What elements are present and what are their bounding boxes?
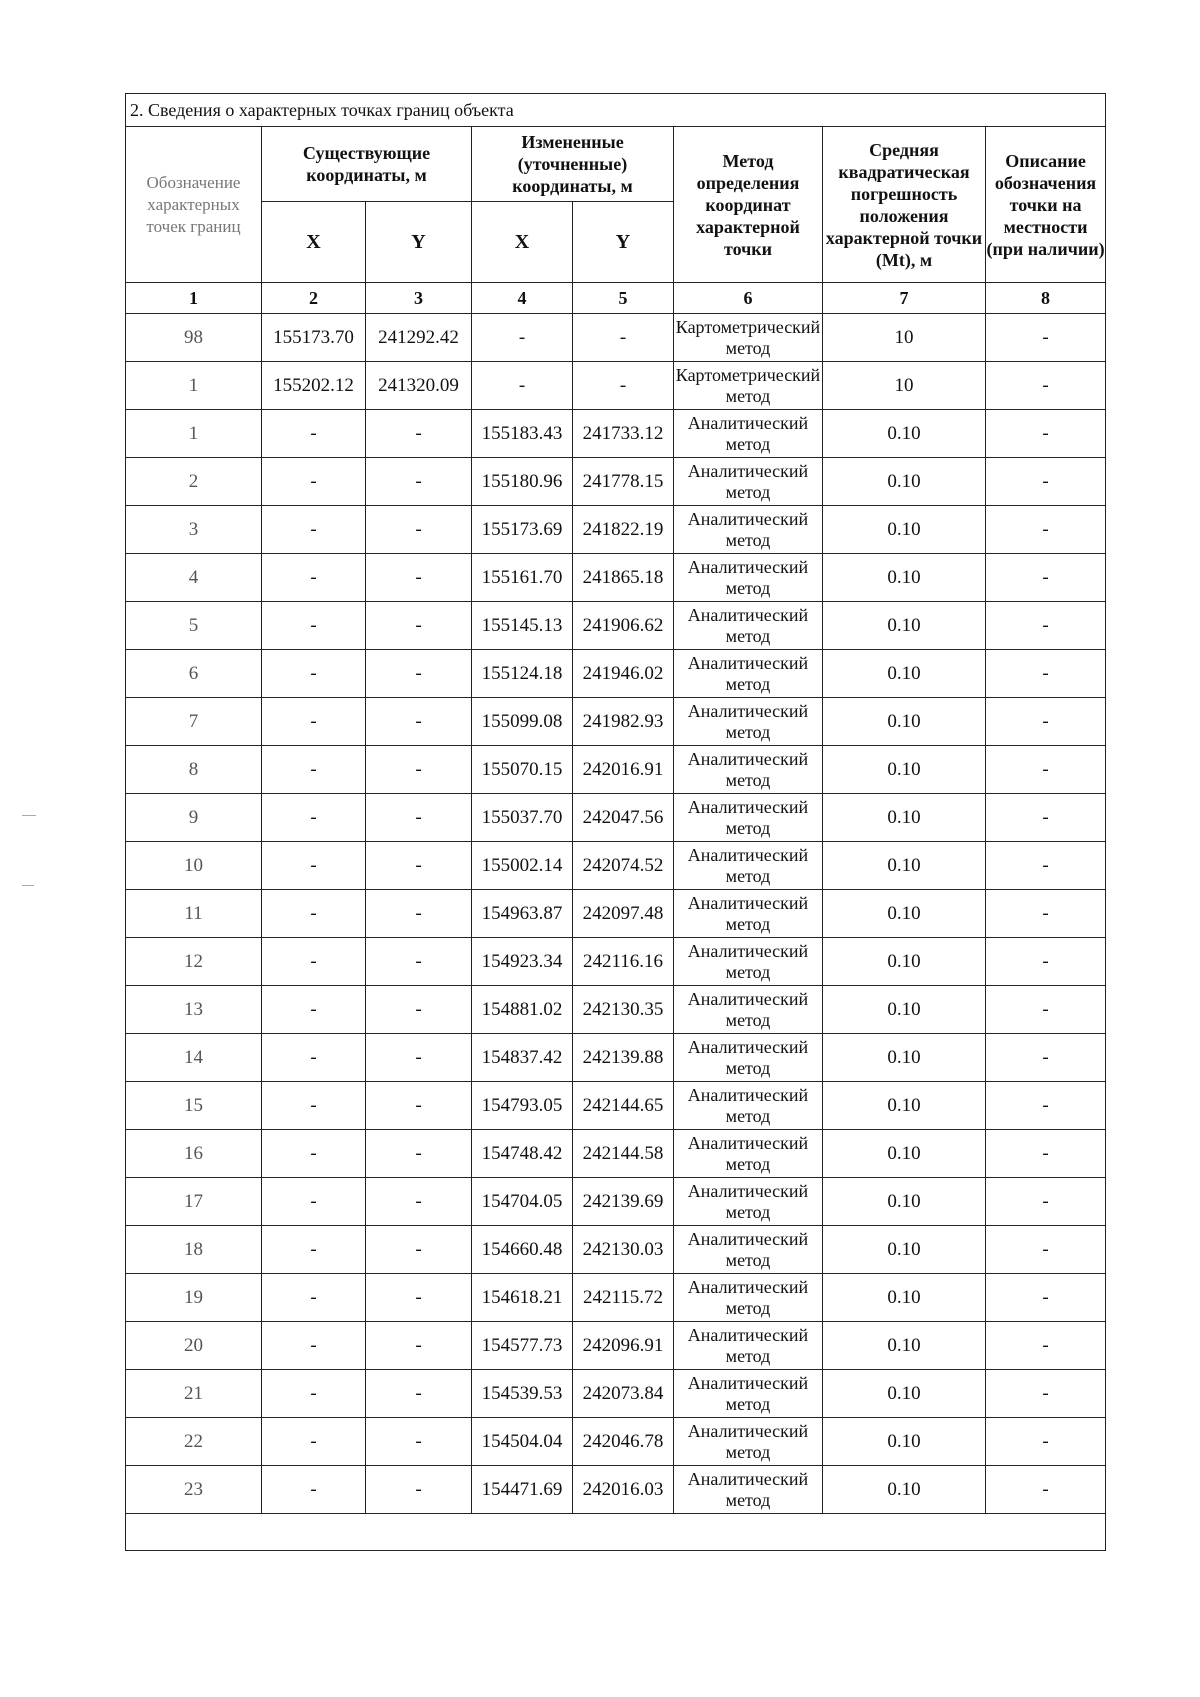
table-row: [126, 458, 1106, 506]
column-number: 2: [262, 283, 366, 314]
header-error: Средняя квадратическая погрешность положения характерной точки (Mt), м: [823, 127, 986, 283]
method-cell: Аналитический метод: [674, 458, 823, 506]
method-cell: Аналитический метод: [674, 1034, 823, 1082]
existing-x-cell: -: [262, 410, 366, 458]
existing-y-cell: -: [366, 1130, 472, 1178]
description-cell: -: [986, 698, 1106, 746]
point-cell: 11: [126, 890, 262, 938]
error-cell: 0.10: [823, 1226, 986, 1274]
existing-x-cell: -: [262, 842, 366, 890]
column-number-row: [126, 283, 1106, 314]
description-cell: -: [986, 650, 1106, 698]
error-cell: 0.10: [823, 1418, 986, 1466]
changed-x-cell: -: [472, 314, 573, 362]
description-cell: -: [986, 746, 1106, 794]
existing-y-cell: -: [366, 602, 472, 650]
point-cell: 23: [126, 1466, 262, 1514]
error-cell: 0.10: [823, 458, 986, 506]
point-cell: 20: [126, 1322, 262, 1370]
point-cell: 14: [126, 1034, 262, 1082]
column-number: 8: [986, 283, 1106, 314]
existing-y-cell: 241292.42: [366, 314, 472, 362]
description-cell: -: [986, 602, 1106, 650]
description-cell: -: [986, 1418, 1106, 1466]
existing-x-cell: -: [262, 1226, 366, 1274]
changed-y-cell: 242144.58: [573, 1130, 674, 1178]
table-row: [126, 986, 1106, 1034]
description-cell: -: [986, 1274, 1106, 1322]
method-cell: Картометрический метод: [674, 314, 823, 362]
error-cell: 0.10: [823, 938, 986, 986]
header-description: Описание обозначения точки на местности (при наличии): [986, 127, 1106, 283]
existing-x-cell: -: [262, 938, 366, 986]
table-row: [126, 362, 1106, 410]
table-row: [126, 1178, 1106, 1226]
description-cell: -: [986, 1322, 1106, 1370]
changed-y-cell: 242139.88: [573, 1034, 674, 1082]
method-cell: Аналитический метод: [674, 890, 823, 938]
error-cell: 10: [823, 362, 986, 410]
changed-y-cell: 241906.62: [573, 602, 674, 650]
table-row: [126, 842, 1106, 890]
existing-x-cell: -: [262, 554, 366, 602]
changed-x-cell: 154704.05: [472, 1178, 573, 1226]
error-cell: 0.10: [823, 794, 986, 842]
point-cell: 4: [126, 554, 262, 602]
header-existing-x: X: [262, 202, 366, 283]
error-cell: 10: [823, 314, 986, 362]
changed-x-cell: 155183.43: [472, 410, 573, 458]
method-cell: Аналитический метод: [674, 1178, 823, 1226]
header-existing-coordinates: Существующие координаты, м: [262, 127, 472, 202]
method-cell: Аналитический метод: [674, 554, 823, 602]
table-row: [126, 1274, 1106, 1322]
header-existing-y: Y: [366, 202, 472, 283]
table-row: [126, 506, 1106, 554]
method-cell: Аналитический метод: [674, 1274, 823, 1322]
existing-y-cell: -: [366, 506, 472, 554]
changed-x-cell: 154793.05: [472, 1082, 573, 1130]
existing-y-cell: -: [366, 1370, 472, 1418]
existing-x-cell: -: [262, 986, 366, 1034]
existing-y-cell: -: [366, 458, 472, 506]
existing-y-cell: -: [366, 986, 472, 1034]
empty-cell: [126, 1514, 1106, 1551]
existing-x-cell: -: [262, 1322, 366, 1370]
description-cell: -: [986, 1034, 1106, 1082]
error-cell: 0.10: [823, 698, 986, 746]
point-cell: 10: [126, 842, 262, 890]
point-cell: 6: [126, 650, 262, 698]
changed-y-cell: 242139.69: [573, 1178, 674, 1226]
changed-x-cell: 154618.21: [472, 1274, 573, 1322]
changed-x-cell: 154539.53: [472, 1370, 573, 1418]
error-cell: 0.10: [823, 506, 986, 554]
header-changed-y: Y: [573, 202, 674, 283]
existing-x-cell: -: [262, 506, 366, 554]
existing-y-cell: 241320.09: [366, 362, 472, 410]
table-row: [126, 890, 1106, 938]
existing-x-cell: -: [262, 1178, 366, 1226]
description-cell: -: [986, 1370, 1106, 1418]
description-cell: -: [986, 842, 1106, 890]
changed-x-cell: 155161.70: [472, 554, 573, 602]
existing-x-cell: -: [262, 1034, 366, 1082]
changed-y-cell: 241982.93: [573, 698, 674, 746]
method-cell: Картометрический метод: [674, 362, 823, 410]
description-cell: -: [986, 1130, 1106, 1178]
method-cell: Аналитический метод: [674, 1466, 823, 1514]
method-cell: Аналитический метод: [674, 746, 823, 794]
description-cell: -: [986, 1082, 1106, 1130]
changed-x-cell: 155037.70: [472, 794, 573, 842]
method-cell: Аналитический метод: [674, 986, 823, 1034]
method-cell: Аналитический метод: [674, 1130, 823, 1178]
empty-trailer-row: [126, 1514, 1106, 1551]
existing-x-cell: -: [262, 602, 366, 650]
existing-x-cell: 155202.12: [262, 362, 366, 410]
existing-y-cell: -: [366, 890, 472, 938]
point-cell: 1: [126, 362, 262, 410]
changed-y-cell: 242073.84: [573, 1370, 674, 1418]
point-cell: 3: [126, 506, 262, 554]
table-row: [126, 794, 1106, 842]
description-cell: -: [986, 458, 1106, 506]
section-title: 2. Сведения о характерных точках границ объекта: [126, 94, 1106, 127]
existing-x-cell: -: [262, 1466, 366, 1514]
method-cell: Аналитический метод: [674, 410, 823, 458]
table-row: [126, 746, 1106, 794]
header-method: Метод определения координат характерной точки: [674, 127, 823, 283]
changed-y-cell: 242116.16: [573, 938, 674, 986]
scan-artifact: [22, 815, 36, 816]
changed-x-cell: 155124.18: [472, 650, 573, 698]
method-cell: Аналитический метод: [674, 1370, 823, 1418]
table-row: [126, 1034, 1106, 1082]
existing-y-cell: -: [366, 746, 472, 794]
header-changed-x: X: [472, 202, 573, 283]
column-number: 5: [573, 283, 674, 314]
column-number: 3: [366, 283, 472, 314]
table-row: [126, 1370, 1106, 1418]
header-designation: Обозначение характерных точек границ: [126, 127, 262, 283]
boundary-points-table: [125, 93, 1106, 1551]
existing-x-cell: -: [262, 1370, 366, 1418]
method-cell: Аналитический метод: [674, 842, 823, 890]
method-cell: Аналитический метод: [674, 698, 823, 746]
changed-x-cell: 155070.15: [472, 746, 573, 794]
existing-y-cell: -: [366, 1034, 472, 1082]
existing-y-cell: -: [366, 1178, 472, 1226]
point-cell: 8: [126, 746, 262, 794]
existing-x-cell: 155173.70: [262, 314, 366, 362]
changed-y-cell: 241822.19: [573, 506, 674, 554]
changed-y-cell: 242144.65: [573, 1082, 674, 1130]
error-cell: 0.10: [823, 1082, 986, 1130]
error-cell: 0.10: [823, 602, 986, 650]
changed-x-cell: 155002.14: [472, 842, 573, 890]
description-cell: -: [986, 314, 1106, 362]
changed-x-cell: 155180.96: [472, 458, 573, 506]
changed-y-cell: -: [573, 314, 674, 362]
changed-x-cell: 154837.42: [472, 1034, 573, 1082]
changed-y-cell: -: [573, 362, 674, 410]
error-cell: 0.10: [823, 842, 986, 890]
table-row: [126, 1130, 1106, 1178]
point-cell: 5: [126, 602, 262, 650]
existing-x-cell: -: [262, 1274, 366, 1322]
error-cell: 0.10: [823, 1370, 986, 1418]
method-cell: Аналитический метод: [674, 602, 823, 650]
changed-y-cell: 241946.02: [573, 650, 674, 698]
description-cell: -: [986, 1178, 1106, 1226]
error-cell: 0.10: [823, 1034, 986, 1082]
point-cell: 12: [126, 938, 262, 986]
error-cell: 0.10: [823, 554, 986, 602]
existing-y-cell: -: [366, 842, 472, 890]
changed-x-cell: 154963.87: [472, 890, 573, 938]
existing-y-cell: -: [366, 794, 472, 842]
point-cell: 2: [126, 458, 262, 506]
method-cell: Аналитический метод: [674, 506, 823, 554]
point-cell: 22: [126, 1418, 262, 1466]
error-cell: 0.10: [823, 746, 986, 794]
description-cell: -: [986, 554, 1106, 602]
existing-y-cell: -: [366, 1466, 472, 1514]
existing-x-cell: -: [262, 650, 366, 698]
point-cell: 18: [126, 1226, 262, 1274]
changed-y-cell: 242097.48: [573, 890, 674, 938]
table-row: [126, 1322, 1106, 1370]
point-cell: 7: [126, 698, 262, 746]
existing-x-cell: -: [262, 458, 366, 506]
scan-artifact: [22, 885, 34, 886]
existing-x-cell: -: [262, 1130, 366, 1178]
changed-x-cell: 154881.02: [472, 986, 573, 1034]
error-cell: 0.10: [823, 1178, 986, 1226]
changed-x-cell: 155099.08: [472, 698, 573, 746]
description-cell: -: [986, 410, 1106, 458]
point-cell: 1: [126, 410, 262, 458]
point-cell: 9: [126, 794, 262, 842]
point-cell: 98: [126, 314, 262, 362]
existing-x-cell: -: [262, 1082, 366, 1130]
table-row: [126, 410, 1106, 458]
existing-y-cell: -: [366, 698, 472, 746]
changed-y-cell: 242130.03: [573, 1226, 674, 1274]
table-row: [126, 1418, 1106, 1466]
changed-y-cell: 242016.91: [573, 746, 674, 794]
point-cell: 16: [126, 1130, 262, 1178]
method-cell: Аналитический метод: [674, 1418, 823, 1466]
table-row: [126, 1082, 1106, 1130]
error-cell: 0.10: [823, 410, 986, 458]
changed-y-cell: 241733.12: [573, 410, 674, 458]
changed-x-cell: 155145.13: [472, 602, 573, 650]
method-cell: Аналитический метод: [674, 650, 823, 698]
header-changed-coordinates: Измененные (уточненные) координаты, м: [472, 127, 674, 202]
description-cell: -: [986, 1466, 1106, 1514]
changed-x-cell: 154660.48: [472, 1226, 573, 1274]
error-cell: 0.10: [823, 1466, 986, 1514]
changed-y-cell: 241865.18: [573, 554, 674, 602]
existing-y-cell: -: [366, 938, 472, 986]
column-number: 7: [823, 283, 986, 314]
changed-x-cell: 154504.04: [472, 1418, 573, 1466]
point-cell: 13: [126, 986, 262, 1034]
error-cell: 0.10: [823, 1274, 986, 1322]
existing-x-cell: -: [262, 794, 366, 842]
changed-y-cell: 241778.15: [573, 458, 674, 506]
table-row: [126, 938, 1106, 986]
existing-y-cell: -: [366, 1226, 472, 1274]
existing-x-cell: -: [262, 746, 366, 794]
point-cell: 19: [126, 1274, 262, 1322]
point-cell: 21: [126, 1370, 262, 1418]
changed-x-cell: 154748.42: [472, 1130, 573, 1178]
description-cell: -: [986, 986, 1106, 1034]
error-cell: 0.10: [823, 986, 986, 1034]
error-cell: 0.10: [823, 1130, 986, 1178]
changed-y-cell: 242096.91: [573, 1322, 674, 1370]
table-row: [126, 1226, 1106, 1274]
error-cell: 0.10: [823, 890, 986, 938]
changed-x-cell: 154471.69: [472, 1466, 573, 1514]
description-cell: -: [986, 506, 1106, 554]
existing-y-cell: -: [366, 650, 472, 698]
column-number: 1: [126, 283, 262, 314]
point-cell: 17: [126, 1178, 262, 1226]
method-cell: Аналитический метод: [674, 1082, 823, 1130]
changed-x-cell: -: [472, 362, 573, 410]
existing-x-cell: -: [262, 1418, 366, 1466]
method-cell: Аналитический метод: [674, 794, 823, 842]
existing-y-cell: -: [366, 1322, 472, 1370]
error-cell: 0.10: [823, 1322, 986, 1370]
description-cell: -: [986, 938, 1106, 986]
point-cell: 15: [126, 1082, 262, 1130]
table-row: [126, 698, 1106, 746]
column-number: 6: [674, 283, 823, 314]
existing-x-cell: -: [262, 890, 366, 938]
table-row: [126, 1466, 1106, 1514]
table-row: [126, 602, 1106, 650]
existing-y-cell: -: [366, 1418, 472, 1466]
existing-y-cell: -: [366, 1082, 472, 1130]
table-row: [126, 650, 1106, 698]
changed-y-cell: 242046.78: [573, 1418, 674, 1466]
existing-y-cell: -: [366, 1274, 472, 1322]
changed-y-cell: 242074.52: [573, 842, 674, 890]
existing-x-cell: -: [262, 698, 366, 746]
changed-x-cell: 154923.34: [472, 938, 573, 986]
changed-x-cell: 154577.73: [472, 1322, 573, 1370]
column-number: 4: [472, 283, 573, 314]
changed-y-cell: 242115.72: [573, 1274, 674, 1322]
description-cell: -: [986, 794, 1106, 842]
description-cell: -: [986, 890, 1106, 938]
changed-x-cell: 155173.69: [472, 506, 573, 554]
method-cell: Аналитический метод: [674, 938, 823, 986]
existing-y-cell: -: [366, 554, 472, 602]
description-cell: -: [986, 362, 1106, 410]
table-row: [126, 314, 1106, 362]
table-row: [126, 554, 1106, 602]
existing-y-cell: -: [366, 410, 472, 458]
description-cell: -: [986, 1226, 1106, 1274]
error-cell: 0.10: [823, 650, 986, 698]
method-cell: Аналитический метод: [674, 1322, 823, 1370]
changed-y-cell: 242016.03: [573, 1466, 674, 1514]
changed-y-cell: 242130.35: [573, 986, 674, 1034]
changed-y-cell: 242047.56: [573, 794, 674, 842]
method-cell: Аналитический метод: [674, 1226, 823, 1274]
